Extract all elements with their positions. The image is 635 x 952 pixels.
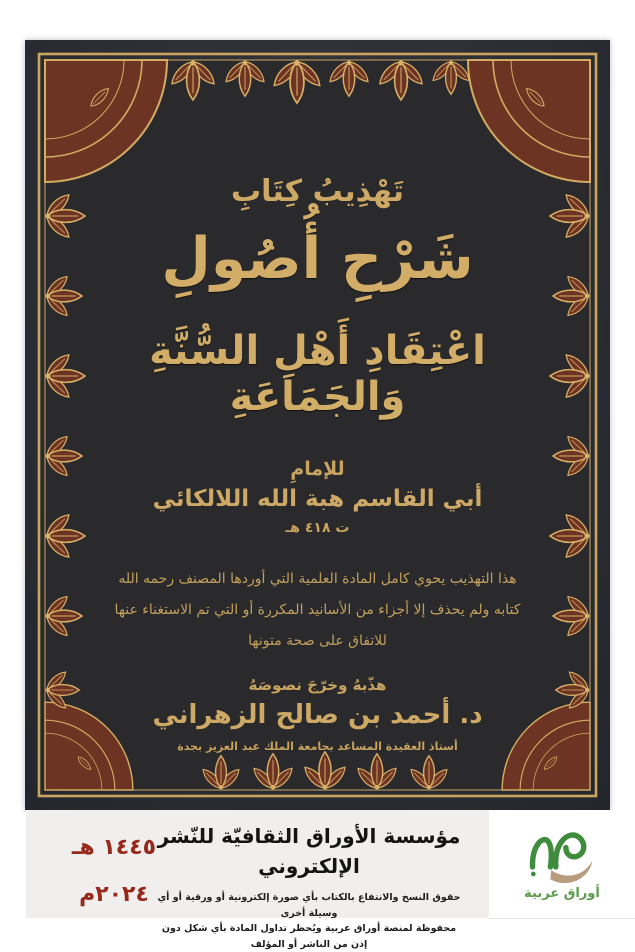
- main-title-line2: اعْتِقَادِ أَهْلِ السُّنَّةِ وَالجَمَاعَةِ: [149, 328, 486, 420]
- copyright-line2: محفوظة لمنصة أوراق عربية ويُحظر تداول المادة بأي شكل دون إذن من الناشر أو المؤلف: [161, 923, 457, 950]
- copyright-line1: حقوق النسخ والانتفاع بالكتاب بأي صورة إلكترونية أو ورقية أو أي وسيلة أخرى: [157, 892, 461, 919]
- editor-name: د. أحمد بن صالح الزهراني: [152, 700, 483, 730]
- editor-affiliation: أستاذ العقيدة المساعد بجامعة الملك عبد العزيز بجدة: [177, 740, 458, 753]
- edition-description-line2: كتابه ولم يحذف إلا أجزاء من الأسانيد المكررة أو التي تم الاستغناء عنها: [114, 602, 521, 618]
- edition-description: [75, 564, 560, 657]
- book-cover-photo: [25, 40, 610, 810]
- author-death-date: ت ٤١٨ هـ: [285, 520, 350, 536]
- byline-label: للإمامِ: [290, 458, 345, 480]
- hijri-year: ١٤٤٥ هـ: [71, 835, 157, 860]
- gold-ornamental-frame: [25, 40, 610, 810]
- publisher-info: [153, 821, 465, 952]
- series-title: تَهْذِيبُ كِتَابِ: [231, 174, 404, 209]
- logo-wordmark: أوراق عربية: [524, 886, 600, 901]
- main-title-line1: شَرْحِ أُصُولِ: [161, 226, 474, 292]
- edition-description-line3: للاتفاق على صحة متونها: [248, 633, 387, 649]
- editor-label: هذّبهُ وخرّجَ نصوصَهُ: [248, 676, 387, 694]
- awraq-arabia-logo-icon: [523, 822, 601, 884]
- edition-description-line1: هذا التهذيب يحوي كامل المادة العلمية التي أوردها المصنف رحمه الله: [118, 571, 517, 587]
- publisher-logo-box: [489, 810, 635, 919]
- gregorian-year: ٢٠٢٤م: [79, 882, 149, 907]
- publisher-banner: [26, 810, 489, 950]
- author-name: أبي القاسم هبة الله اللالكائي: [152, 486, 483, 512]
- publisher-name: مؤسسة الأوراق الثقافيّة للنّشر الإلكتروني: [157, 824, 461, 878]
